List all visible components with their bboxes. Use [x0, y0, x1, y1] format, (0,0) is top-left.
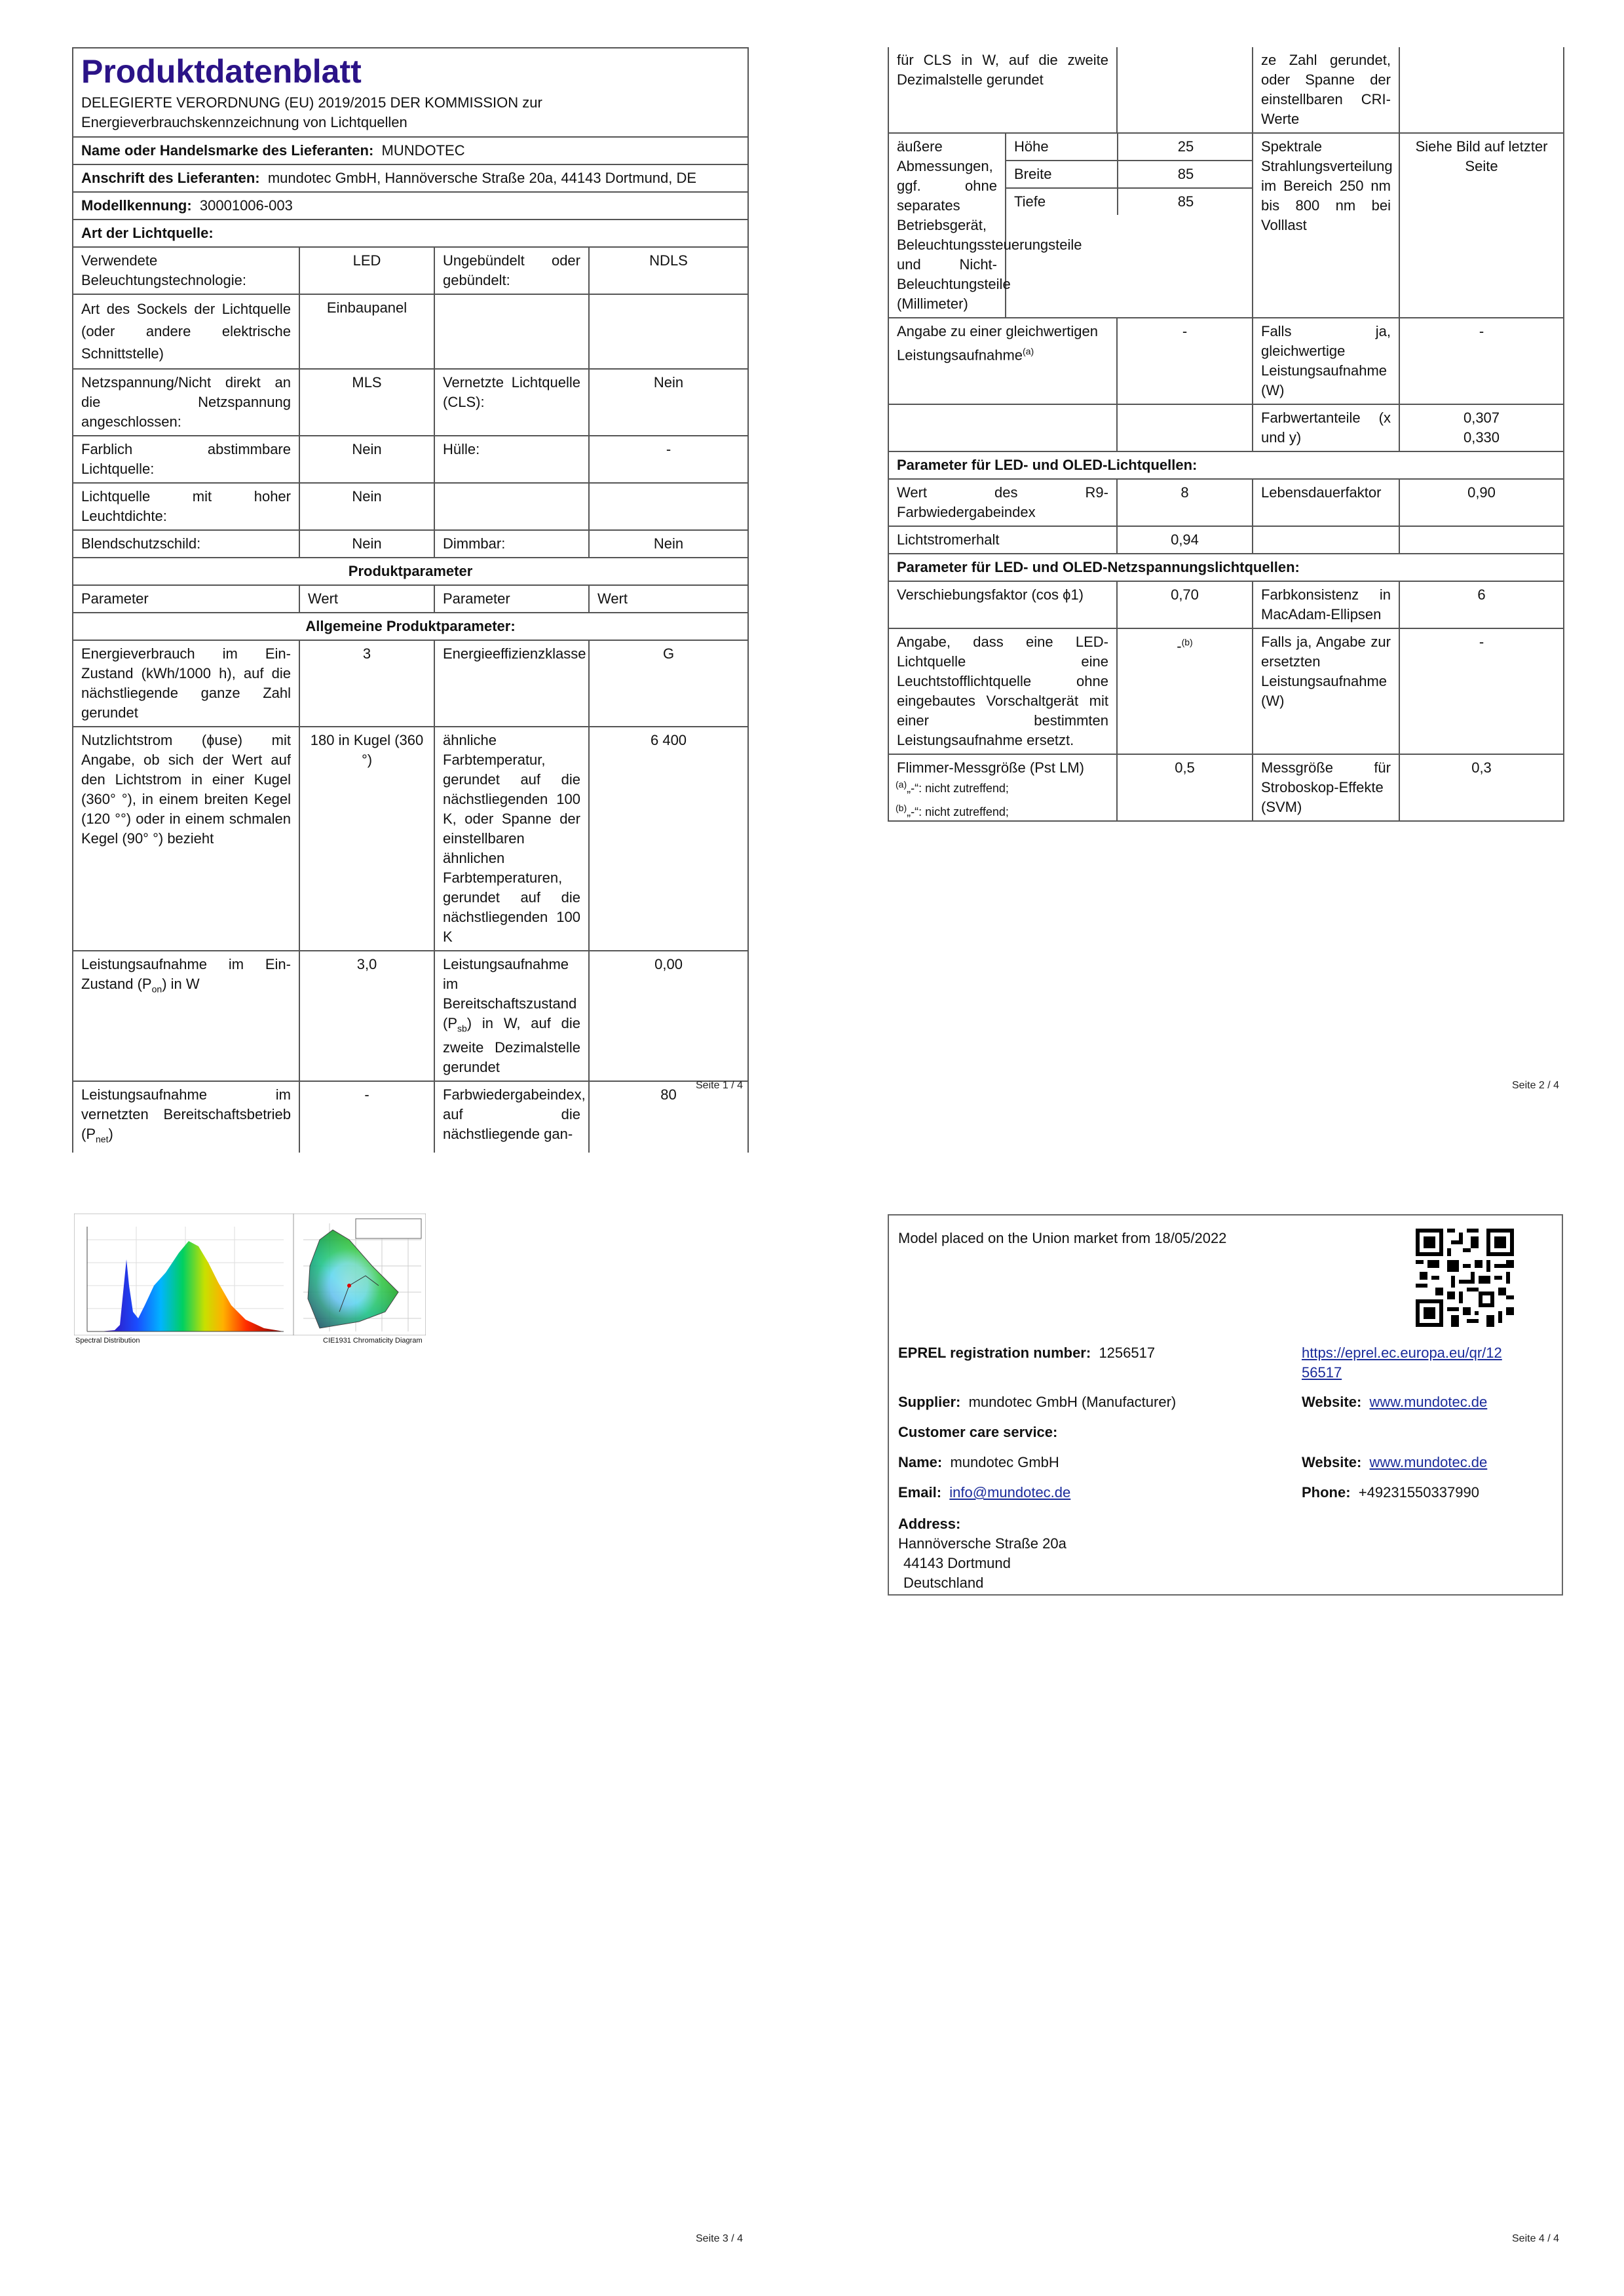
param-cell: [434, 483, 589, 530]
param-cell: [1253, 526, 1399, 554]
eprel-row: [898, 1343, 1155, 1363]
eprel-value: 1256517: [1099, 1345, 1156, 1361]
website2-label: Website:: [1302, 1454, 1362, 1470]
param-cell: Farbwiedergabeindex, auf die nächstliegende gan-: [434, 1081, 589, 1152]
table-row: [888, 47, 1564, 133]
dim-name: Tiefe: [1014, 193, 1046, 210]
pnet-label: Leistungsaufnahme im vernetzten Bereitschaftsbetrieb (P: [81, 1086, 291, 1143]
value-cell: Nein: [589, 369, 748, 436]
param-cell: Messgröße für Stroboskop-Effekte (SVM): [1253, 754, 1399, 821]
spectral-chart: [74, 1214, 293, 1335]
value-cell: 6 400: [589, 727, 748, 951]
value-cell: -: [1399, 628, 1564, 754]
footnotes: [896, 775, 1009, 822]
qr-code-icon[interactable]: [1416, 1229, 1514, 1327]
pon-sub: on: [151, 984, 162, 995]
footnote-a: $^{(a)}$„-“: nicht zutreffend;: [896, 779, 1009, 795]
param-cell: [888, 404, 1117, 451]
table-row: [888, 318, 1564, 404]
spectral-caption: Spectral Distribution: [75, 1337, 140, 1345]
email-link[interactable]: info@mundotec.de: [949, 1484, 1071, 1501]
product-datasheet-table-continued: [888, 47, 1564, 822]
param-cell: Wert des R9-Farbwiedergabeindex: [888, 479, 1117, 526]
col-value: Wert: [299, 585, 434, 613]
param-cell: Vernetzte Lichtquelle (CLS):: [434, 369, 589, 436]
param-cell: Nutzlichtstrom (ɸuse) mit Angabe, ob sich der Wert auf den Lichtstrom in einer Kugel (360° °), in einem breiten Kegel (120 °°) oder in einem schmalen Kegel (90° °) bezieht: [73, 727, 299, 951]
chroma-x: 0,307: [1463, 410, 1500, 426]
param-cell: Verschiebungsfaktor (cos ϕ1): [888, 581, 1117, 628]
table-row: [73, 483, 748, 530]
param-cell: ze Zahl gerundet, oder Spanne der einstellbaren CRI-Werte: [1253, 47, 1399, 133]
supplier-row: [898, 1392, 1176, 1412]
eprel-link[interactable]: [1302, 1343, 1502, 1383]
value-cell: Nein: [299, 436, 434, 483]
table-row: [73, 1081, 748, 1152]
page-2: [888, 47, 1563, 822]
param-cell: Verwendete Beleuchtungstechnologie:: [73, 247, 299, 294]
address-label: Anschrift des Lieferanten:: [81, 170, 260, 186]
param-cell: [434, 294, 589, 369]
value-cell: Nein: [299, 530, 434, 558]
value-cell: Nein: [299, 483, 434, 530]
param-cell: Energieverbrauch im Ein-Zustand (kWh/1000 h), auf die nächstliegende ganze Zahl gerundet: [73, 640, 299, 727]
value-cell: -: [299, 1081, 434, 1152]
table-row: [888, 628, 1564, 754]
value-cell: [1399, 404, 1564, 451]
value-cell: 3: [299, 640, 434, 727]
website2-row: [1302, 1453, 1487, 1472]
table-row: [73, 951, 748, 1081]
regulation-text: DELEGIERTE VERORDNUNG (EU) 2019/2015 DER KOMMISSION zur Energieverbrauchskennzeichnung von Lichtquellen: [81, 94, 542, 130]
param-cell: Blendschutzschild:: [73, 530, 299, 558]
eprel-link-line-1[interactable]: https://eprel.ec.europa.eu/qr/12: [1302, 1345, 1502, 1361]
page-4-footer: Seite 4 / 4: [1512, 2233, 1560, 2244]
dims-label: äußere Abmessungen, ggf. ohne separates Betriebsgerät, Beleuchtungssteuerungsteile und Nicht-Beleuchtungsteile (Millimeter): [888, 133, 1006, 318]
table-row: [73, 727, 748, 951]
page-2-footer: Seite 2 / 4: [1512, 1080, 1560, 1091]
cie-chromaticity-figure: [293, 1214, 426, 1345]
footnote-b: $^{(b)}$„-“: nicht zutreffend;: [896, 803, 1009, 818]
mains-params-header: Parameter für LED- und OLED-Netzspannungslichtquellen:: [888, 554, 1564, 581]
address-block: [898, 1514, 1067, 1593]
param-cell: Spektrale Strahlungsverteilung im Bereich 250 nm bis 800 nm bei Volllast: [1253, 133, 1399, 318]
table-row: [73, 294, 748, 369]
psb-label: Leistungsaufnahme im Bereitschaftszustand (P: [443, 956, 577, 1031]
page-1-footer: Seite 1 / 4: [696, 1080, 744, 1091]
param-cell: Ungebündelt oder gebündelt:: [434, 247, 589, 294]
value-cell: 6: [1399, 581, 1564, 628]
website-label: Website:: [1302, 1394, 1362, 1410]
address-line-3: Deutschland: [903, 1575, 984, 1591]
value-cell: 0,90: [1399, 479, 1564, 526]
table-row: [73, 369, 748, 436]
param-cell: Netzspannung/Nicht direkt an die Netzspannung angeschlossen:: [73, 369, 299, 436]
param-cell: Energieeffizienzklasse: [434, 640, 589, 727]
value-cell: [1399, 526, 1564, 554]
value-cell: -: [1399, 318, 1564, 404]
dim-value: 85: [1118, 161, 1253, 188]
cie-caption: CIE1931 Chromaticity Diagram: [323, 1337, 423, 1345]
dim-value: 85: [1118, 188, 1253, 215]
param-cell: Farblich abstimmbare Lichtquelle:: [73, 436, 299, 483]
param-cell: Farbwertanteile (x und y): [1253, 404, 1399, 451]
param-cell: Falls ja, Angabe zur ersetzten Leistungsaufnahme (W): [1253, 628, 1399, 754]
param-cell: Lebensdauerfaktor: [1253, 479, 1399, 526]
model-value: 30001006-003: [199, 197, 293, 214]
col-param: Parameter: [434, 585, 589, 613]
param-cell: Dimmbar:: [434, 530, 589, 558]
cie-chart: [293, 1214, 426, 1335]
market-date: Model placed on the Union market from 18/05/2022: [898, 1230, 1227, 1246]
value-cell: G: [589, 640, 748, 727]
value-cell: 0,00: [589, 951, 748, 1081]
table-row: [73, 436, 748, 483]
dim-name: Breite: [1006, 161, 1118, 188]
supplier-label: Name oder Handelsmarke des Lieferanten:: [81, 142, 374, 159]
param-cell: Farbkonsistenz in MacAdam-Ellipsen: [1253, 581, 1399, 628]
param-cell: Hülle:: [434, 436, 589, 483]
param-cell: [434, 951, 589, 1081]
address-line-1: Hannöversche Straße 20a: [898, 1535, 1067, 1552]
value-cell: 0,5: [1117, 754, 1253, 821]
eprel-info-box: [888, 1214, 1563, 1596]
col-value: Wert: [589, 585, 748, 613]
table-row: [888, 526, 1564, 554]
param-cell: [73, 951, 299, 1081]
column-header-row: [73, 585, 748, 613]
website-row: [1302, 1392, 1487, 1412]
value-cell: [1117, 404, 1253, 451]
value-cell: 0,94: [1117, 526, 1253, 554]
replace-value: -: [1177, 638, 1182, 655]
name-label: Name:: [898, 1454, 943, 1470]
address-value: mundotec GmbH, Hannöversche Straße 20a, 44143 Dortmund, DE: [267, 170, 697, 186]
param-cell: Flimmer-Messgröße (Pst LM): [888, 754, 1117, 821]
value-cell: [1399, 47, 1564, 133]
product-params-header: Produktparameter: [73, 558, 748, 585]
psb-sub: sb: [457, 1023, 467, 1034]
value-cell: Nein: [589, 530, 748, 558]
param-cell: Angabe, dass eine LED-Lichtquelle eine Leuchtstofflichtquelle ohne eingebautes Vorschaltgerät mit einer bestimmten Leistungsaufnahme ersetzt.: [888, 628, 1117, 754]
page-3-footer: Seite 3 / 4: [696, 2233, 744, 2244]
param-cell: [73, 1081, 299, 1152]
dim-name: Höhe: [1006, 134, 1118, 161]
phone-value: +49231550337990: [1358, 1484, 1479, 1501]
product-datasheet-table: [72, 47, 749, 1153]
customer-care-label: Customer care service:: [898, 1424, 1058, 1440]
value-cell: Siehe Bild auf letzter Seite: [1399, 133, 1564, 318]
col-param: Parameter: [73, 585, 299, 613]
page-1: [72, 47, 747, 1153]
dims-table: [1006, 134, 1253, 215]
value-cell: [1117, 47, 1253, 133]
phone-row: [1302, 1483, 1479, 1502]
model-label: Modellkennung:: [81, 197, 192, 214]
page-title: Produktdatenblatt: [81, 53, 362, 90]
email-label: Email:: [898, 1484, 942, 1501]
param-cell: ähnliche Farbtemperatur, gerundet auf die nächstliegenden 100 K, oder Spanne der einstellbaren ähnlichen Farbtemperaturen, gerundet auf die nächstliegenden 100 K: [434, 727, 589, 951]
supplier-value: mundotec GmbH (Manufacturer): [968, 1394, 1177, 1410]
param-cell: Lichtquelle mit hoher Leuchtdichte:: [73, 483, 299, 530]
dim-value: 25: [1118, 134, 1253, 161]
value-cell: LED: [299, 247, 434, 294]
table-row: [888, 581, 1564, 628]
value-cell: [1117, 628, 1253, 754]
spectral-distribution-figure: [74, 1214, 293, 1345]
table-row: [888, 404, 1564, 451]
param-cell: [888, 318, 1117, 404]
replace-sup: (b): [1181, 637, 1193, 647]
value-cell: 3,0: [299, 951, 434, 1081]
supplier-label: Supplier:: [898, 1394, 961, 1410]
phone-label: Phone:: [1302, 1484, 1351, 1501]
equiv-label: Angabe zu einer gleichwertigen Leistungsaufnahme: [897, 323, 1098, 364]
param-cell: Falls ja, gleichwertige Leistungsaufnahme (W): [1253, 318, 1399, 404]
param-cell: Art des Sockels der Lichtquelle (oder andere elektrische Schnittstelle): [73, 294, 299, 369]
dims-cell: [1006, 133, 1253, 318]
equiv-sup: (a): [1023, 346, 1034, 356]
value-cell: 180 in Kugel (360 °): [299, 727, 434, 951]
eprel-link-line-2[interactable]: 56517: [1302, 1364, 1342, 1381]
table-row: [73, 530, 748, 558]
value-cell: 0,3: [1399, 754, 1564, 821]
table-row: [888, 479, 1564, 526]
value-cell: [589, 294, 748, 369]
value-cell: -: [589, 436, 748, 483]
led-params-header: Parameter für LED- und OLED-Lichtquellen:: [888, 451, 1564, 479]
name-row: [898, 1453, 1059, 1472]
table-row: [73, 640, 748, 727]
pon-label-end: ) in W: [162, 976, 200, 992]
param-cell: für CLS in W, auf die zweite Dezimalstelle gerundet: [888, 47, 1117, 133]
value-cell: NDLS: [589, 247, 748, 294]
value-cell: 80: [589, 1081, 748, 1152]
value-cell: MLS: [299, 369, 434, 436]
website-link[interactable]: www.mundotec.de: [1369, 1394, 1488, 1410]
param-cell: Lichtstromerhalt: [888, 526, 1117, 554]
address-line-2: 44143 Dortmund: [903, 1555, 1011, 1571]
pnet-sub: net: [96, 1134, 109, 1145]
pnet-label-end: ): [108, 1126, 113, 1143]
name-value: mundotec GmbH: [950, 1454, 1059, 1470]
table-row: [888, 133, 1564, 318]
value-cell: [589, 483, 748, 530]
value-cell: 8: [1117, 479, 1253, 526]
light-source-type-header: Art der Lichtquelle:: [73, 220, 748, 247]
chroma-y: 0,330: [1463, 429, 1500, 446]
table-row: [73, 247, 748, 294]
general-params-header: Allgemeine Produktparameter:: [73, 613, 748, 640]
value-cell: -: [1117, 318, 1253, 404]
psb-label-end: ) in W, auf die zweite Dezimalstelle gerundet: [443, 1015, 580, 1076]
address-label: Address:: [898, 1516, 961, 1532]
value-cell: 0,70: [1117, 581, 1253, 628]
eprel-label: EPREL registration number:: [898, 1345, 1091, 1361]
supplier-value: MUNDOTEC: [381, 142, 465, 159]
email-row: [898, 1483, 1070, 1502]
website2-link[interactable]: www.mundotec.de: [1369, 1454, 1488, 1470]
pon-label: Leistungsaufnahme im Ein-Zustand (P: [81, 956, 291, 992]
value-cell: Einbaupanel: [299, 294, 434, 369]
